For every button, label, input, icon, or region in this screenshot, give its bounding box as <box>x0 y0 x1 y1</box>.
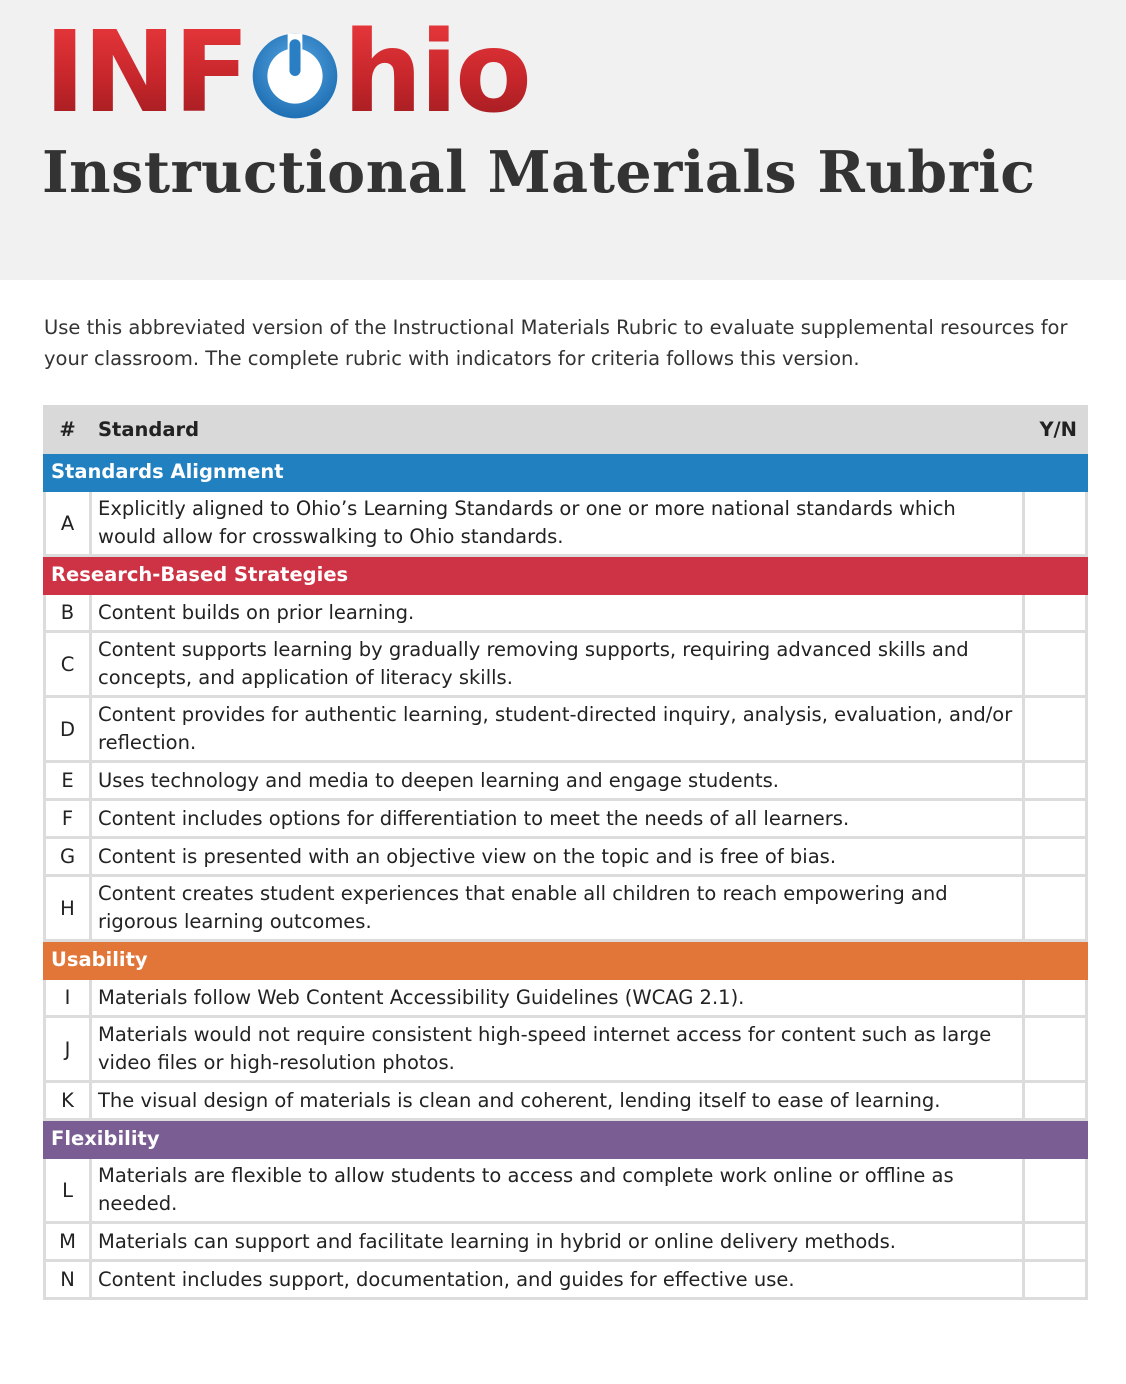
logo-text-left: INF <box>44 8 247 138</box>
table-row <box>45 594 1087 632</box>
yn-cell[interactable] <box>1024 1082 1087 1120</box>
row-standard: The visual design of materials is clean and coherent, lending itself to ease of learning. <box>91 1082 1024 1120</box>
column-header-number: # <box>45 407 91 453</box>
yn-cell[interactable] <box>1024 491 1087 556</box>
yn-cell[interactable] <box>1024 838 1087 876</box>
table-row <box>45 876 1087 941</box>
table-row <box>45 1158 1087 1223</box>
table-row <box>45 838 1087 876</box>
yn-cell[interactable] <box>1024 1017 1087 1082</box>
yn-cell[interactable] <box>1024 979 1087 1017</box>
yn-cell[interactable] <box>1024 762 1087 800</box>
row-id: N <box>45 1261 91 1299</box>
table-row <box>45 697 1087 762</box>
table-row <box>45 1223 1087 1261</box>
yn-cell[interactable] <box>1024 1261 1087 1299</box>
row-id: E <box>45 762 91 800</box>
row-id: C <box>45 632 91 697</box>
row-id: F <box>45 800 91 838</box>
row-standard: Content is presented with an objective view on the topic and is free of bias. <box>91 838 1024 876</box>
row-id: D <box>45 697 91 762</box>
infohio-logo <box>44 8 529 138</box>
row-id: B <box>45 594 91 632</box>
intro-paragraph: Use this abbreviated version of the Instructional Materials Rubric to evaluate supplemental resources for your classroom. The complete rubric with indicators for criteria follows this version. <box>44 316 1068 370</box>
logo-text-right: hio <box>342 8 529 138</box>
row-id: H <box>45 876 91 941</box>
row-id: G <box>45 838 91 876</box>
section-header-research-based-strategies <box>45 556 1087 594</box>
section-title: Flexibility <box>45 1120 1087 1158</box>
section-title: Usability <box>45 941 1087 979</box>
row-standard: Explicitly aligned to Ohio’s Learning Standards or one or more national standards which would allow for crosswalking to Ohio standards. <box>91 491 1024 556</box>
row-standard: Materials would not require consistent high-speed internet access for content such as large video files or high-resolution photos. <box>91 1017 1024 1082</box>
row-standard: Uses technology and media to deepen learning and engage students. <box>91 762 1024 800</box>
yn-cell[interactable] <box>1024 632 1087 697</box>
column-header-standard: Standard <box>91 407 1024 453</box>
table-row <box>45 1261 1087 1299</box>
row-id: I <box>45 979 91 1017</box>
row-standard: Content includes support, documentation, and guides for effective use. <box>91 1261 1024 1299</box>
section-title: Standards Alignment <box>45 453 1087 491</box>
column-header-yn: Y/N <box>1024 407 1087 453</box>
row-standard: Content provides for authentic learning, student-directed inquiry, analysis, evaluation, and/or reflection. <box>91 697 1024 762</box>
table-row <box>45 632 1087 697</box>
yn-cell[interactable] <box>1024 1223 1087 1261</box>
page-title: Instructional Materials Rubric <box>42 139 1036 206</box>
row-standard: Content supports learning by gradually removing supports, requiring advanced skills and concepts, and application of literacy skills. <box>91 632 1024 697</box>
row-id: J <box>45 1017 91 1082</box>
table-row <box>45 1082 1087 1120</box>
table-row <box>45 762 1087 800</box>
yn-cell[interactable] <box>1024 594 1087 632</box>
row-standard: Content builds on prior learning. <box>91 594 1024 632</box>
rubric-table <box>43 405 1088 1300</box>
section-header-usability <box>45 941 1087 979</box>
table-row <box>45 491 1087 556</box>
power-icon <box>249 30 341 122</box>
section-header-flexibility <box>45 1120 1087 1158</box>
yn-cell[interactable] <box>1024 697 1087 762</box>
table-row <box>45 979 1087 1017</box>
yn-cell[interactable] <box>1024 876 1087 941</box>
yn-cell[interactable] <box>1024 800 1087 838</box>
table-header-row <box>45 407 1087 453</box>
section-header-standards-alignment <box>45 453 1087 491</box>
row-id: L <box>45 1158 91 1223</box>
table-row <box>45 1017 1087 1082</box>
section-title: Research-Based Strategies <box>45 556 1087 594</box>
row-standard: Content includes options for differentiation to meet the needs of all learners. <box>91 800 1024 838</box>
row-id: M <box>45 1223 91 1261</box>
row-standard: Content creates student experiences that enable all children to reach empowering and rigorous learning outcomes. <box>91 876 1024 941</box>
row-id: A <box>45 491 91 556</box>
row-id: K <box>45 1082 91 1120</box>
row-standard: Materials can support and facilitate learning in hybrid or online delivery methods. <box>91 1223 1024 1261</box>
page-header <box>0 0 1126 280</box>
row-standard: Materials follow Web Content Accessibility Guidelines (WCAG 2.1). <box>91 979 1024 1017</box>
yn-cell[interactable] <box>1024 1158 1087 1223</box>
table-row <box>45 800 1087 838</box>
row-standard: Materials are flexible to allow students to access and complete work online or offline as needed. <box>91 1158 1024 1223</box>
